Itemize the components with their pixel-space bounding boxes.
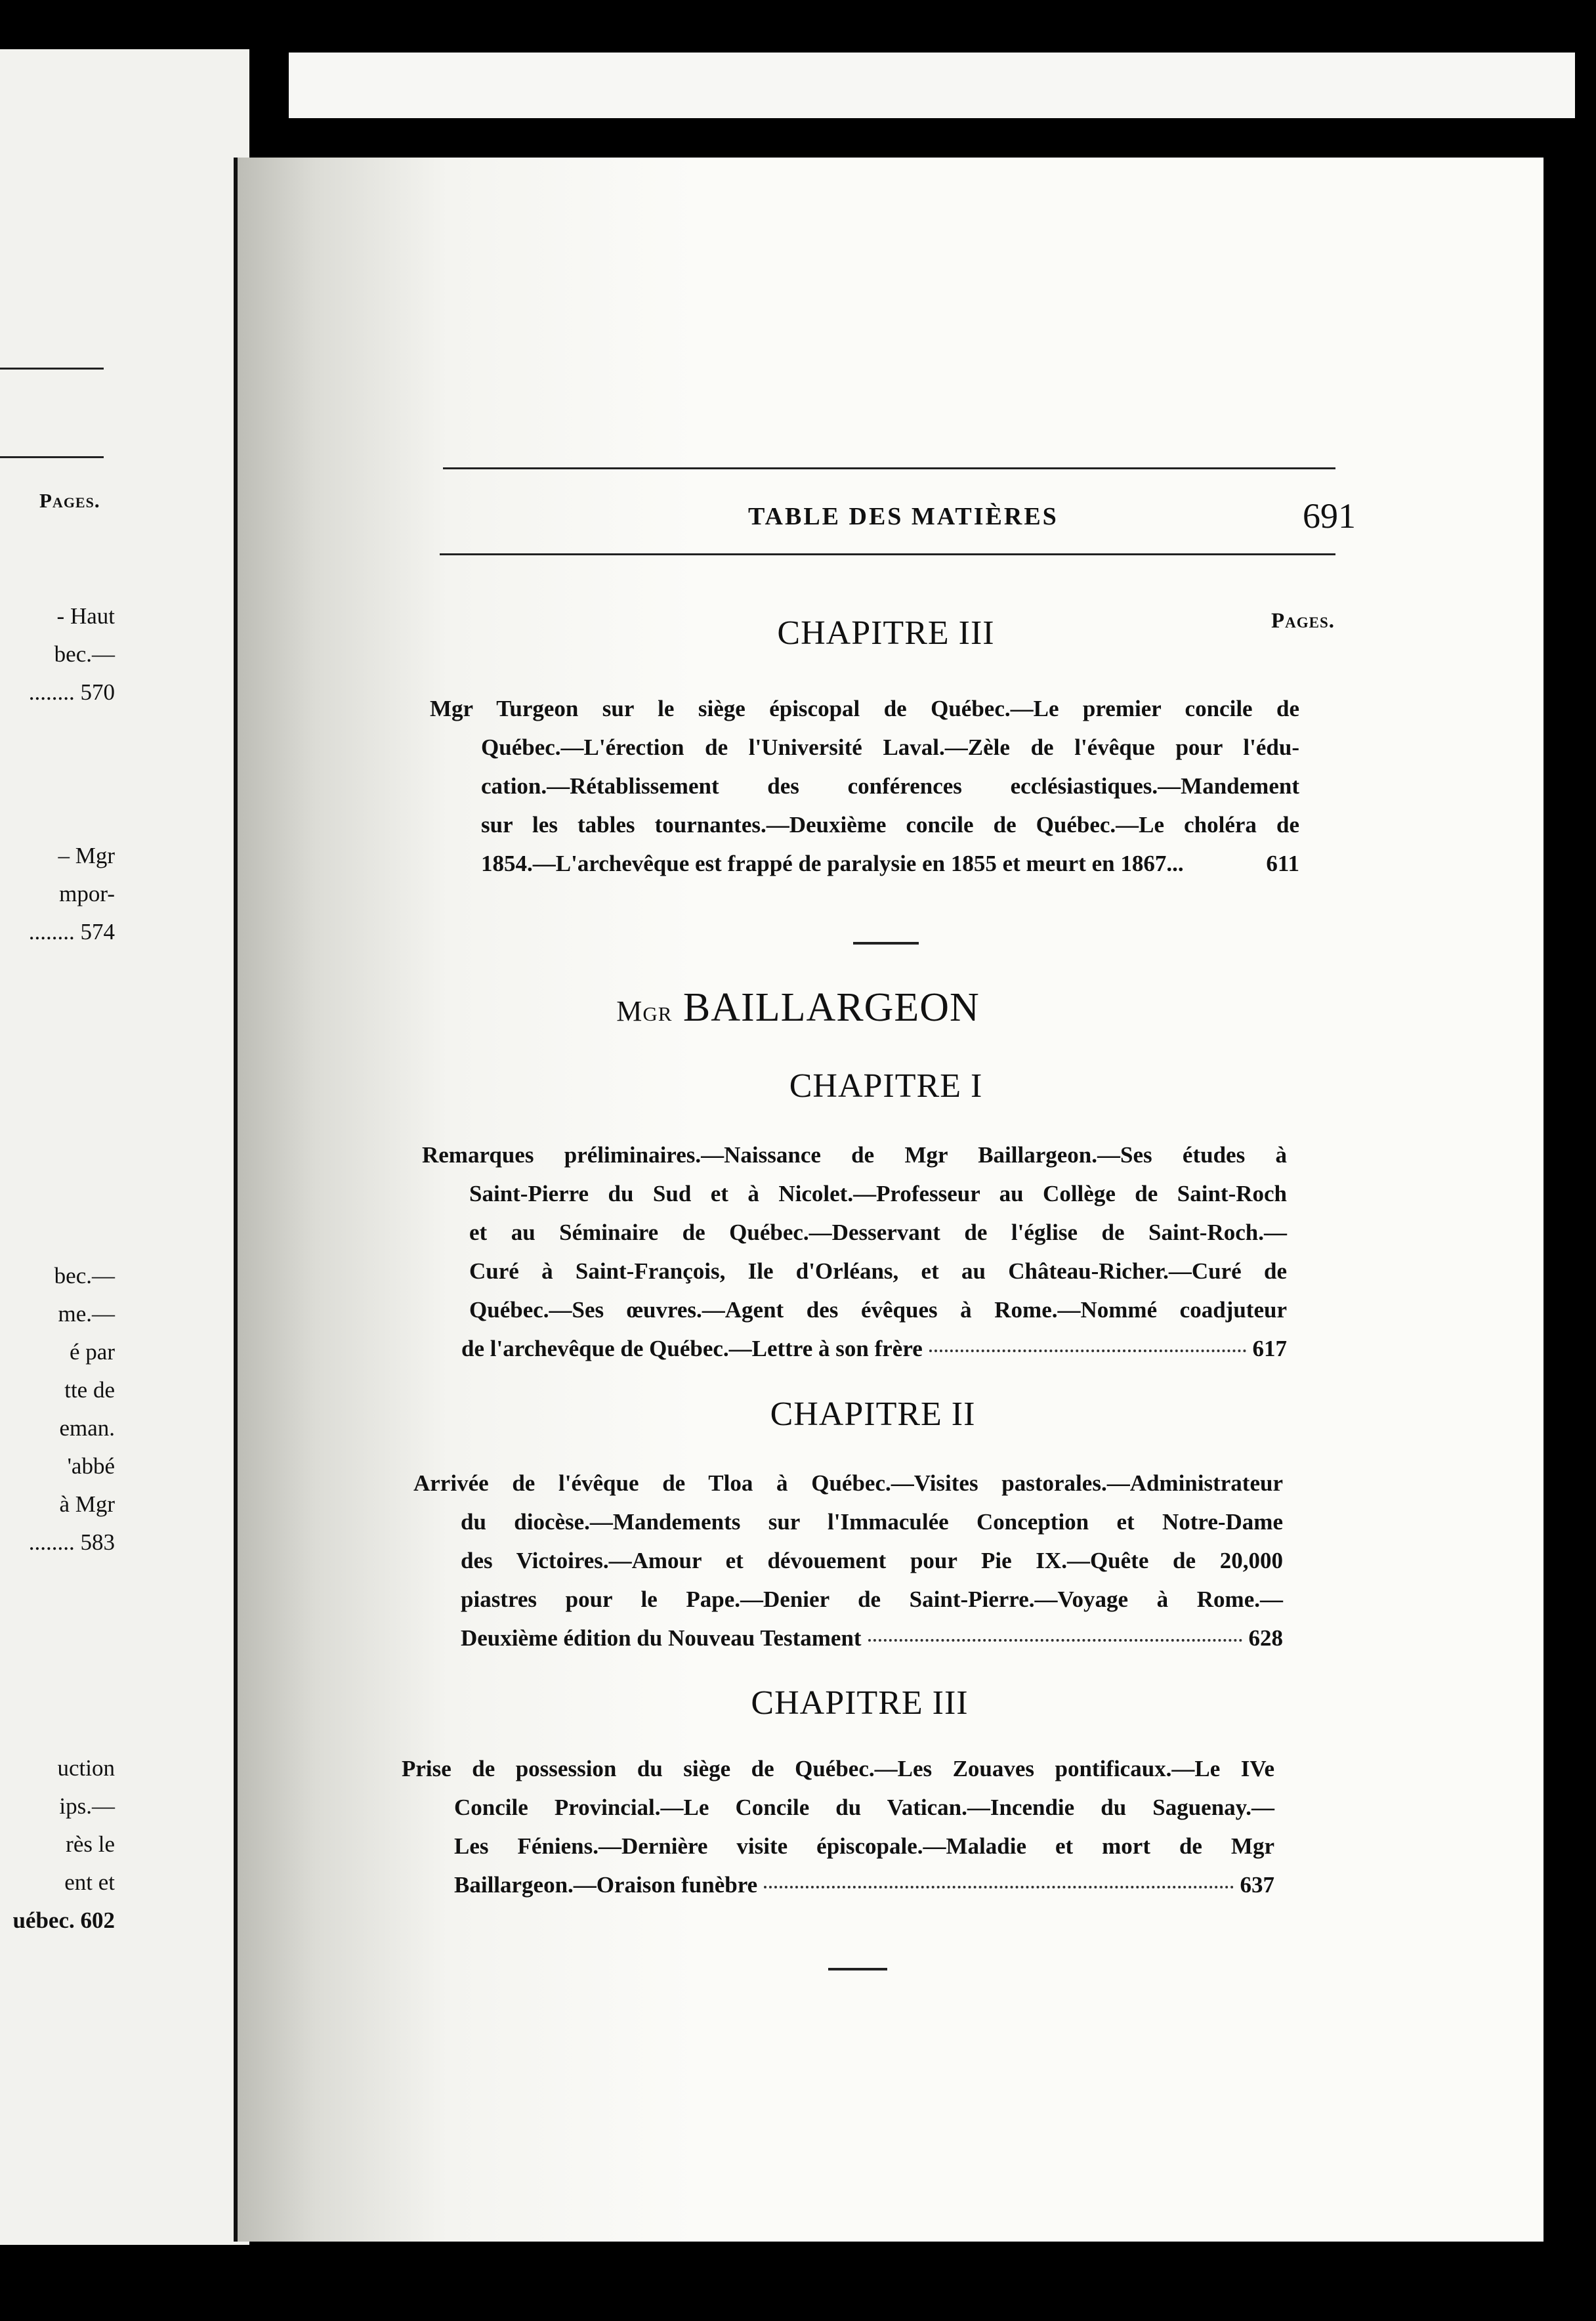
author-heading: Mgr BAILLARGEON	[616, 985, 980, 1030]
page-ref: 628	[1248, 1625, 1283, 1651]
page-number: 691	[1303, 496, 1356, 536]
toc-entry: Remarques préliminaires.—Naissance de Mgr Baillargeon.—Ses études à Saint-Pierre du Sud et à Nicolet.—Professeur au Collège de Saint-Roch et au Séminaire de Québec.—Desservant de l'église de Saint-Roch.— Curé à Saint-François, Ile d'Orléans, et au Château-Richer.—Curé de Québec.—Ses œuvres.—Agent des évêques à Rome.—Nommé coadjuteur de l'archevêque de Québec.—Lettre à son frère 617	[422, 1136, 1287, 1368]
toc-entry: Prise de possession du siège de Québec.—Les Zouaves pontificaux.—Le IVe Concile Provincial.—Le Concile du Vatican.—Incendie du Saguenay.— Les Féniens.—Dernière visite épiscopale.—Maladie et mort de Mgr Baillargeon.—Oraison funèbre 637	[402, 1749, 1274, 1904]
left-entry-fragment: - Haut bec.— ........ 570	[28, 603, 115, 705]
left-entry-fragment: – Mgr mpor- ........ 574	[28, 843, 115, 945]
toc-entry: Mgr Turgeon sur le siège épiscopal de Québec.—Le premier concile de Québec.—L'érection de l'Université Laval.—Zèle de l'évêque pour l'édu- cation.—Rétablissement des conférences ecclésiastiques.—Mandement sur les tables tournantes.—Deuxième concile de Québec.—Le choléra de 1854.—L'archevêque est frappé de paralysie en 1855 et meurt en 1867... 611	[430, 689, 1299, 883]
dot-leader	[764, 1886, 1233, 1888]
chapter-heading: CHAPITRE II	[770, 1395, 976, 1433]
page-ref: 611	[1266, 851, 1299, 876]
section-divider	[828, 1968, 887, 1970]
toc-entry: Arrivée de l'évêque de Tloa à Québec.—Visites pastorales.—Administrateur du diocèse.—Mandements sur l'Immaculée Conception et Notre-Dame des Victoires.—Amour et dévouement pour Pie IX.—Quête de 20,000 piastres pour le Pape.—Denier de Saint-Pierre.—Voyage à Rome.— Deuxième édition du Nouveau Testament 628	[413, 1464, 1283, 1657]
pages-column-label: Pages.	[1271, 609, 1335, 633]
page-ref: 637	[1240, 1872, 1274, 1898]
chapter-heading: CHAPITRE III	[751, 1684, 969, 1722]
chapter-heading: CHAPITRE I	[789, 1067, 983, 1105]
running-head: TABLE DES MATIÈRES	[748, 503, 1059, 530]
header-rule-top	[443, 467, 1335, 469]
left-pages-label: Pages.	[39, 489, 100, 512]
dot-leader	[868, 1639, 1242, 1642]
chapter-heading: CHAPITRE III	[777, 614, 995, 652]
dot-leader	[929, 1350, 1246, 1352]
header-rule-bottom	[440, 553, 1335, 555]
left-entry-fragment: uction ips.— rès le ent et uébec. 602	[12, 1755, 115, 1933]
left-entry-fragment: bec.— me.— é par tte de eman. 'abbé à Mgr ........ 583	[28, 1263, 115, 1555]
page-ref: 617	[1252, 1336, 1287, 1361]
section-divider	[853, 942, 919, 945]
